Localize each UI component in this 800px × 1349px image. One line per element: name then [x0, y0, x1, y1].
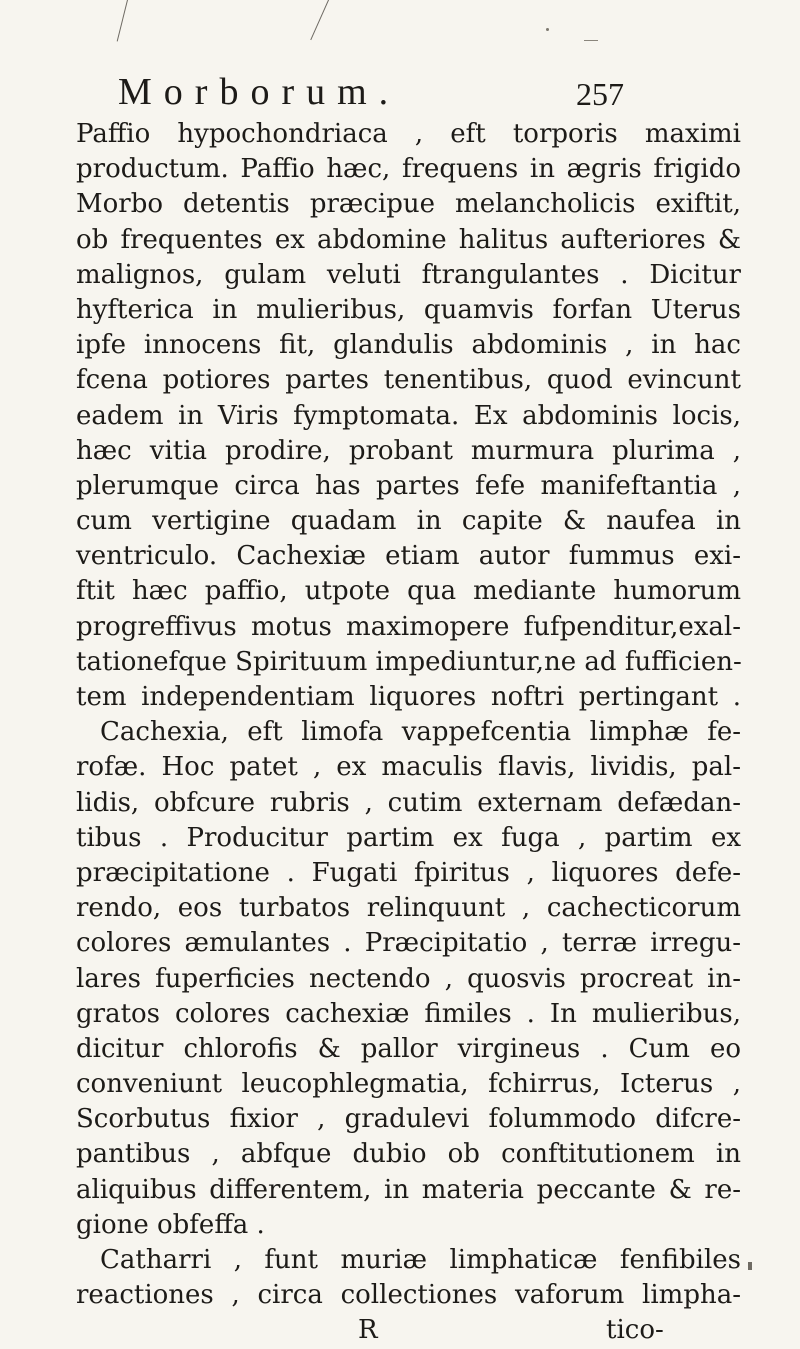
page-scratch-mark [117, 0, 129, 41]
page-number: 257 [576, 76, 624, 112]
page-edge-mark [748, 1262, 752, 1270]
text-line: pantibus , abfque dubio ob conftitutionem in [76, 1139, 741, 1170]
running-head [118, 66, 638, 118]
text-line: lares fuperficies nectendo , quosvis procreat in- [76, 963, 741, 994]
ink-speck [584, 40, 598, 41]
text-line: fcena potiores partes tenentibus, quod evincunt [76, 365, 741, 396]
text-line: ventriculo. Cachexiæ etiam autor fummus exi- [76, 541, 741, 572]
page-scratch-mark [310, 0, 330, 40]
text-line: Catharri , funt muriæ limphaticæ fenfibiles [100, 1245, 741, 1275]
text-line: gratos colores cachexiæ fimiles . In mulieribus, [76, 998, 741, 1029]
text-line: tationefque Spirituum impediuntur,ne ad fufficien- [76, 646, 742, 677]
catchword: tico- [606, 1315, 664, 1346]
text-line: cum vertigine quadam in capite & naufea in [76, 506, 741, 537]
text-line: aliquibus differentem, in materia peccante & re- [76, 1174, 741, 1205]
text-line: lidis, obfcure rubris , cutim externam defædan- [76, 787, 741, 818]
text-line: Paffio hypochondriaca , eft torporis maximi [76, 119, 741, 149]
text-line: tem independentiam liquores noftri pertingant . [76, 682, 741, 712]
text-line: rendo, eos turbatos relinquunt , cachecticorum [76, 893, 741, 924]
text-line: rofæ. Hoc patet , ex maculis flavis, lividis, pal- [76, 752, 741, 783]
text-line: ipfe innocens fit, glandulis abdominis , in hac [76, 330, 741, 361]
running-title: Morborum. [118, 71, 401, 113]
text-line: progreffivus motus maximopere fufpenditur,exal- [76, 611, 741, 642]
text-line: dicitur chlorofis & pallor virgineus . Cum eo [76, 1033, 741, 1064]
text-line: Cachexia, eft limofa vappefcentia limphæ fe- [100, 717, 741, 748]
text-line: malignos, gulam veluti ftrangulantes . Dicitur [76, 259, 741, 290]
text-line: ftit hæc paffio, utpote qua mediante humorum [76, 576, 741, 607]
body-text [76, 117, 741, 1349]
text-line: hæc vitia prodire, probant murmura plurima , [76, 435, 741, 466]
text-line: gione obfeffa . [76, 1209, 265, 1240]
ink-speck [546, 28, 549, 31]
text-line: tibus . Producitur partim ex fuga , partim ex [76, 822, 741, 853]
text-line: plerumque circa has partes fefe manifeftantia , [76, 470, 741, 501]
text-line: Scorbutus fixior , gradulevi folummodo difcre- [76, 1104, 741, 1135]
signature-mark: R [358, 1315, 378, 1346]
text-line: reactiones , circa collectiones vaforum limpha- [76, 1280, 741, 1311]
text-line: colores æmulantes . Præcipitatio , terræ irregu- [76, 928, 741, 959]
text-line: Morbo detentis præcipue melancholicis exiftit, [76, 189, 741, 220]
text-line: ob frequentes ex abdomine halitus aufteriores & [76, 224, 741, 255]
text-line: præcipitatione . Fugati fpiritus , liquores defe- [76, 857, 741, 888]
text-line: eadem in Viris fymptomata. Ex abdominis locis, [76, 400, 741, 431]
text-line: conveniunt leucophlegmatia, fchirrus, Icterus , [76, 1069, 741, 1100]
footer-line [76, 1313, 741, 1348]
text-line: productum. Paffio hæc, frequens in ægris frigido [76, 154, 741, 185]
text-line: hyfterica in mulieribus, quamvis forfan Uterus [76, 294, 741, 325]
